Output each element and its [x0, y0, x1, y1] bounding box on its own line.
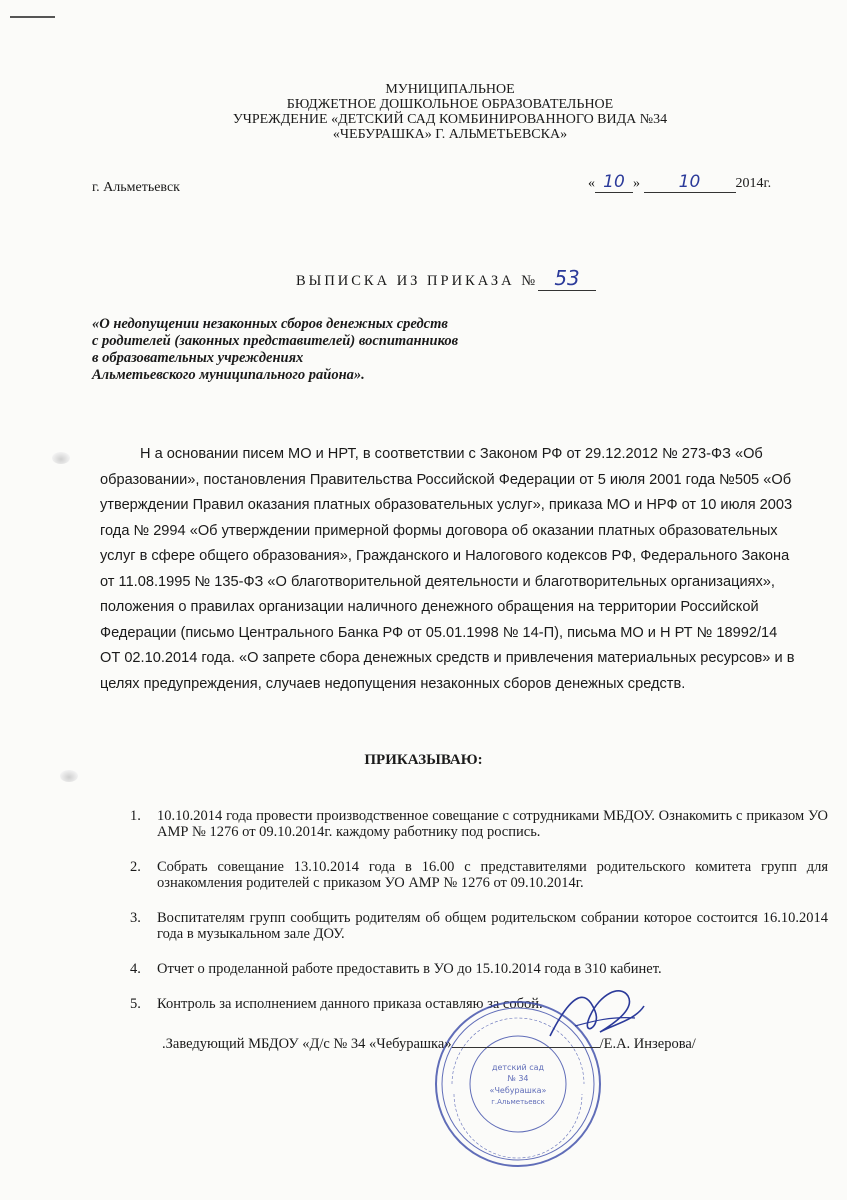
- signatory-name: /Е.А. Инзерова/: [599, 1036, 696, 1052]
- document-date: « 10 » 10 2014г.: [588, 172, 772, 192]
- svg-text:«Чебурашка»: «Чебурашка»: [489, 1086, 547, 1095]
- signature-line: [452, 1047, 600, 1048]
- header-line: «ЧЕБУРАШКА» Г. АЛЬМЕТЬЕВСКА»: [332, 127, 568, 142]
- institution-header: [150, 82, 750, 142]
- list-item: 5. Контроль за исполнением данного приказа оставляю за собой.: [130, 996, 543, 1012]
- header-line: БЮДЖЕТНОЕ ДОШКОЛЬНОЕ ОБРАЗОВАТЕЛЬНОЕ: [286, 97, 614, 112]
- header-line: УЧРЕЖДЕНИЕ «ДЕТСКИЙ САД КОМБИНИРОВАННОГО ВИДА №34: [232, 112, 668, 127]
- list-item: 1. 10.10.2014 года провести производственное совещание с сотрудниками МБДОУ. Ознакомить с приказом УО АМР № 1276 от 09.10.2014г. каждому работнику под роспись.: [130, 808, 828, 840]
- list-item: 3. Воспитателям групп сообщить родителям об общем родительском собрании которое состоится 16.10.2014 года в музыкальном зале ДОУ.: [130, 910, 828, 942]
- svg-text:№ 34: № 34: [507, 1074, 529, 1083]
- punch-hole: [52, 452, 70, 464]
- header-line: МУНИЦИПАЛЬНОЕ: [385, 82, 515, 97]
- signatory-position: .Заведующий МБДОУ «Д/с № 34 «Чебурашка»: [162, 1036, 452, 1052]
- title-label: ВЫПИСКА ИЗ ПРИКАЗА №: [296, 273, 539, 289]
- order-number: 53: [538, 266, 596, 291]
- list-item: 4. Отчет о проделанной работе предоставить в УО до 15.10.2014 года в 310 кабинет.: [130, 961, 662, 977]
- document-title: [296, 266, 596, 291]
- order-subject: «О недопущении незаконных сборов денежных средств с родителей (законных представителей) воспитанников в образовательных учреждениях Альметьевского муниципального района».: [92, 316, 459, 383]
- date-year: 2014г.: [735, 176, 772, 191]
- list-item: 2. Собрать совещание 13.10.2014 года в 16.00 с представителями родительского комитета групп для ознакомления родителей с приказом УО АМР № 1276 от 09.10.2014г.: [130, 859, 828, 891]
- punch-hole: [60, 770, 78, 782]
- svg-text:детский сад: детский сад: [491, 1063, 545, 1072]
- order-heading: ПРИКАЗЫВАЮ:: [364, 752, 483, 768]
- corner-mark: [10, 16, 55, 18]
- date-month: 10: [644, 172, 736, 193]
- svg-text:г.Альметьевск: г.Альметьевск: [491, 1098, 545, 1106]
- document-place: г. Альметьевск: [92, 180, 180, 195]
- signature-block: [162, 1036, 802, 1053]
- date-day: 10: [595, 172, 633, 193]
- preamble-paragraph: Н а основании писем МО и НРТ, в соответствии с Законом РФ от 29.12.2012 № 273-ФЗ «Об образовании», постановления Правительства Российской Федерации от 5 июля 2001 года №505 «Об утверждении Правил оказания платных образовательных услуг», приказа МО и НРФ от 10 июля 2003 года № 2994 «Об утверждении примерной формы договора об оказании платных образовательных услуг в сфере общего образования», Гражданского и Налогового кодексов РФ, Федерального Закона от 11.08.1995 № 135-ФЗ «О благотворительной деятельности и благотворительных организациях», положения о правилах организации наличного денежного обращения на территории Российской Федерации (письмо Центрального Банка РФ от 05.01.1998 № 14-П), письма МО и Н РТ № 18992/14 ОТ 02.10.2014 года. «О запрете сбора денежных средств и привлечения материальных ресурсов» и в целях предупреждения, случаев недопущения незаконных сборов денежных средств.: [100, 446, 795, 692]
